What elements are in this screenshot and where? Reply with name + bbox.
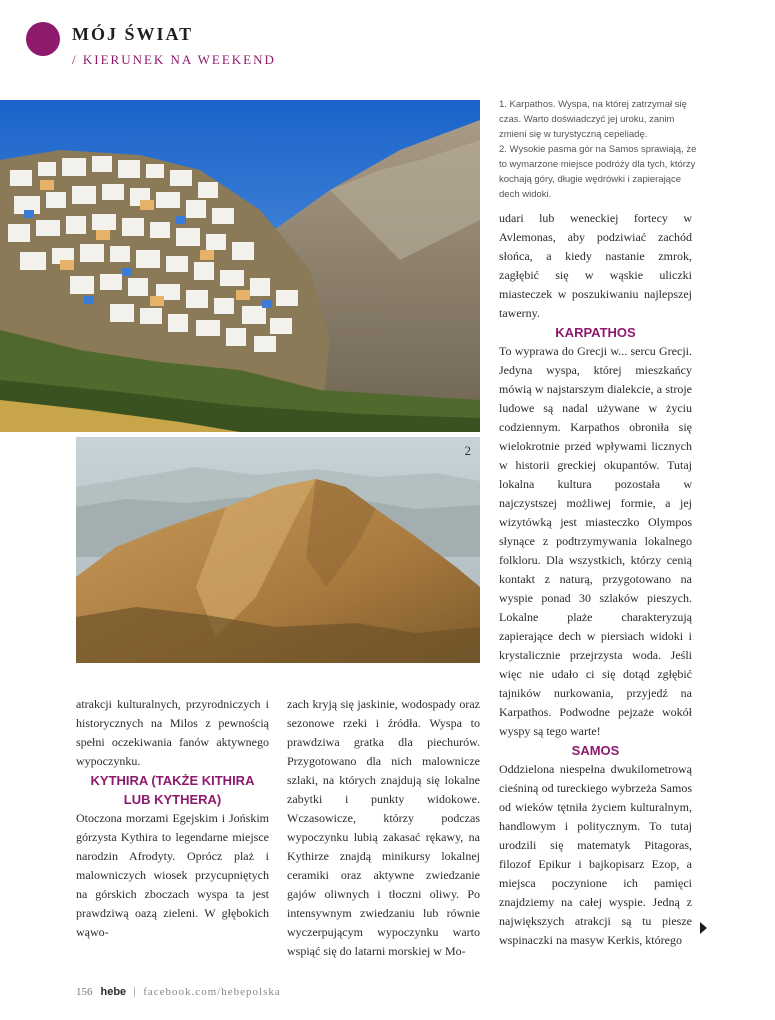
- section-title: MÓJ ŚWIAT: [72, 24, 194, 44]
- article-column-2: [287, 695, 480, 961]
- section-badge-dot: [26, 22, 60, 56]
- column1-body: Otoczona morzami Egejskim i Jońskim górzysta Kythira to legendarne miejsce narodzin Afrodyty. Oprócz plaż i malowniczych wiosek przycupniętych na górskich zboczach wyspa ta jest prawdziwą oazą zieleni. W głębokich wąwo-: [76, 811, 269, 939]
- page-footer: [76, 986, 281, 998]
- column3-karpathos-body: To wyprawa do Grecji w... sercu Grecji. Jedyna wyspa, której mieszkańcy mówią w najstarszym dialekcie, a stroje ludowe są nadal używane w życiu codziennym. Karpathos obroniła się wielokrotnie przed wpływami licznych w historii greckiej okupantów. Tutaj lokalna kultura pozostała w najczystszej możliwej formie, a jej wizytówką jest miasteczko Olympos słynące z podtrzymywania lokalnego folkloru. Dla wszystkich, którzy cenią kontakt z naturą, przygotowano na wyspie ponad 30 szlaków pieszych. Lokalne plaże charakteryzują zapierające dech w piersiach widoki i krystalicznie przejrzysta woda. Jeśli więc nie udało ci się dotąd zgłębić tajników nurkowania, przyjedź na Karpathos. Podwodne pejzaże wokół wyspy są tego warte!: [499, 344, 692, 738]
- karpathos-village-illustration: [0, 100, 480, 432]
- section-subtitle: / KIERUNEK NA WEEKEND: [72, 52, 276, 67]
- column3-samos-body: Oddzielona niespełna dwukilometrową cieśniną od tureckiego wybrzeża Samos od wieków tętniła życiem kulturalnym, handlowym i politycznym. To tutaj urodzili się matematyk Pitagoras, filozof Epikur i bajkopisarz Ezop, a miejsca poczynione ich pamięci znajdziemy na całej wyspie. Jedną z największych atrakcji są tu piesze wspinaczki na masyw Kerkis, którego: [499, 762, 692, 947]
- photo-number: 2: [464, 443, 471, 458]
- continue-arrow-icon: [700, 922, 707, 934]
- page-number: 156: [76, 986, 93, 998]
- heading-kythira: KYTHIRA (TAKŻE KITHIRA LUB KYTHERA): [90, 773, 255, 807]
- photo-samos-mountains: [76, 437, 480, 663]
- photo-karpathos-village: [0, 100, 480, 432]
- caption-1: 1. Karpathos. Wyspa, na której zatrzymał się czas. Warto doświadczyć jej uroku, zanim zmieni się w turystyczną cepeliadę.: [499, 99, 687, 140]
- article-column-1: [76, 695, 269, 942]
- brand-logo: hebe: [100, 986, 127, 998]
- samos-mountains-illustration: [76, 437, 480, 663]
- column2-body: zach kryją się jaskinie, wodospady oraz sezonowe rzeki i źródła. Wyspa to prawdziwa gratka dla piechurów. Przygotowano dla nich malownicze szlaki, na których znajdują się lokalne zabytki i punkty widokowe. Wczasowicze, którzy podczas wypoczynku lubią zakasać rękawy, na Kythirze znajdą minikursy lokalnej ceramiki oraz aktywne zwiedzanie gajów oliwnych i tłoczni oliwy. Po intensywnym zwiedzaniu lub równie wyczerpującym wypoczynku warto wspiąć się do latarni morskiej w Mo-: [287, 697, 480, 958]
- photo-captions: [499, 97, 699, 202]
- caption-2: 2. Wysokie pasma gór na Samos sprawiają, że to wymarzone miejsce podróży dla tych, którzy kochają góry, długie wędrówki i zapierające dech widoki.: [499, 144, 697, 200]
- column1-intro: atrakcji kulturalnych, przyrodniczych i historycznych na Milos z pewnością spełni oczekiwania fanów aktywnego wypoczynku.: [76, 697, 269, 768]
- article-column-3: [499, 209, 692, 950]
- facebook-link[interactable]: facebook.com/hebepolska: [143, 986, 281, 998]
- heading-karpathos: KARPATHOS: [555, 325, 636, 340]
- footer-divider: [134, 987, 135, 997]
- heading-samos: SAMOS: [571, 743, 620, 758]
- column3-intro: udari lub weneckiej fortecy w Avlemonas, aby podziwiać zachód słońca, a kiedy nastanie zmrok, zagłębić się w wąskie uliczki miasteczek w poszukiwaniu najlepszej tawerny.: [499, 211, 692, 320]
